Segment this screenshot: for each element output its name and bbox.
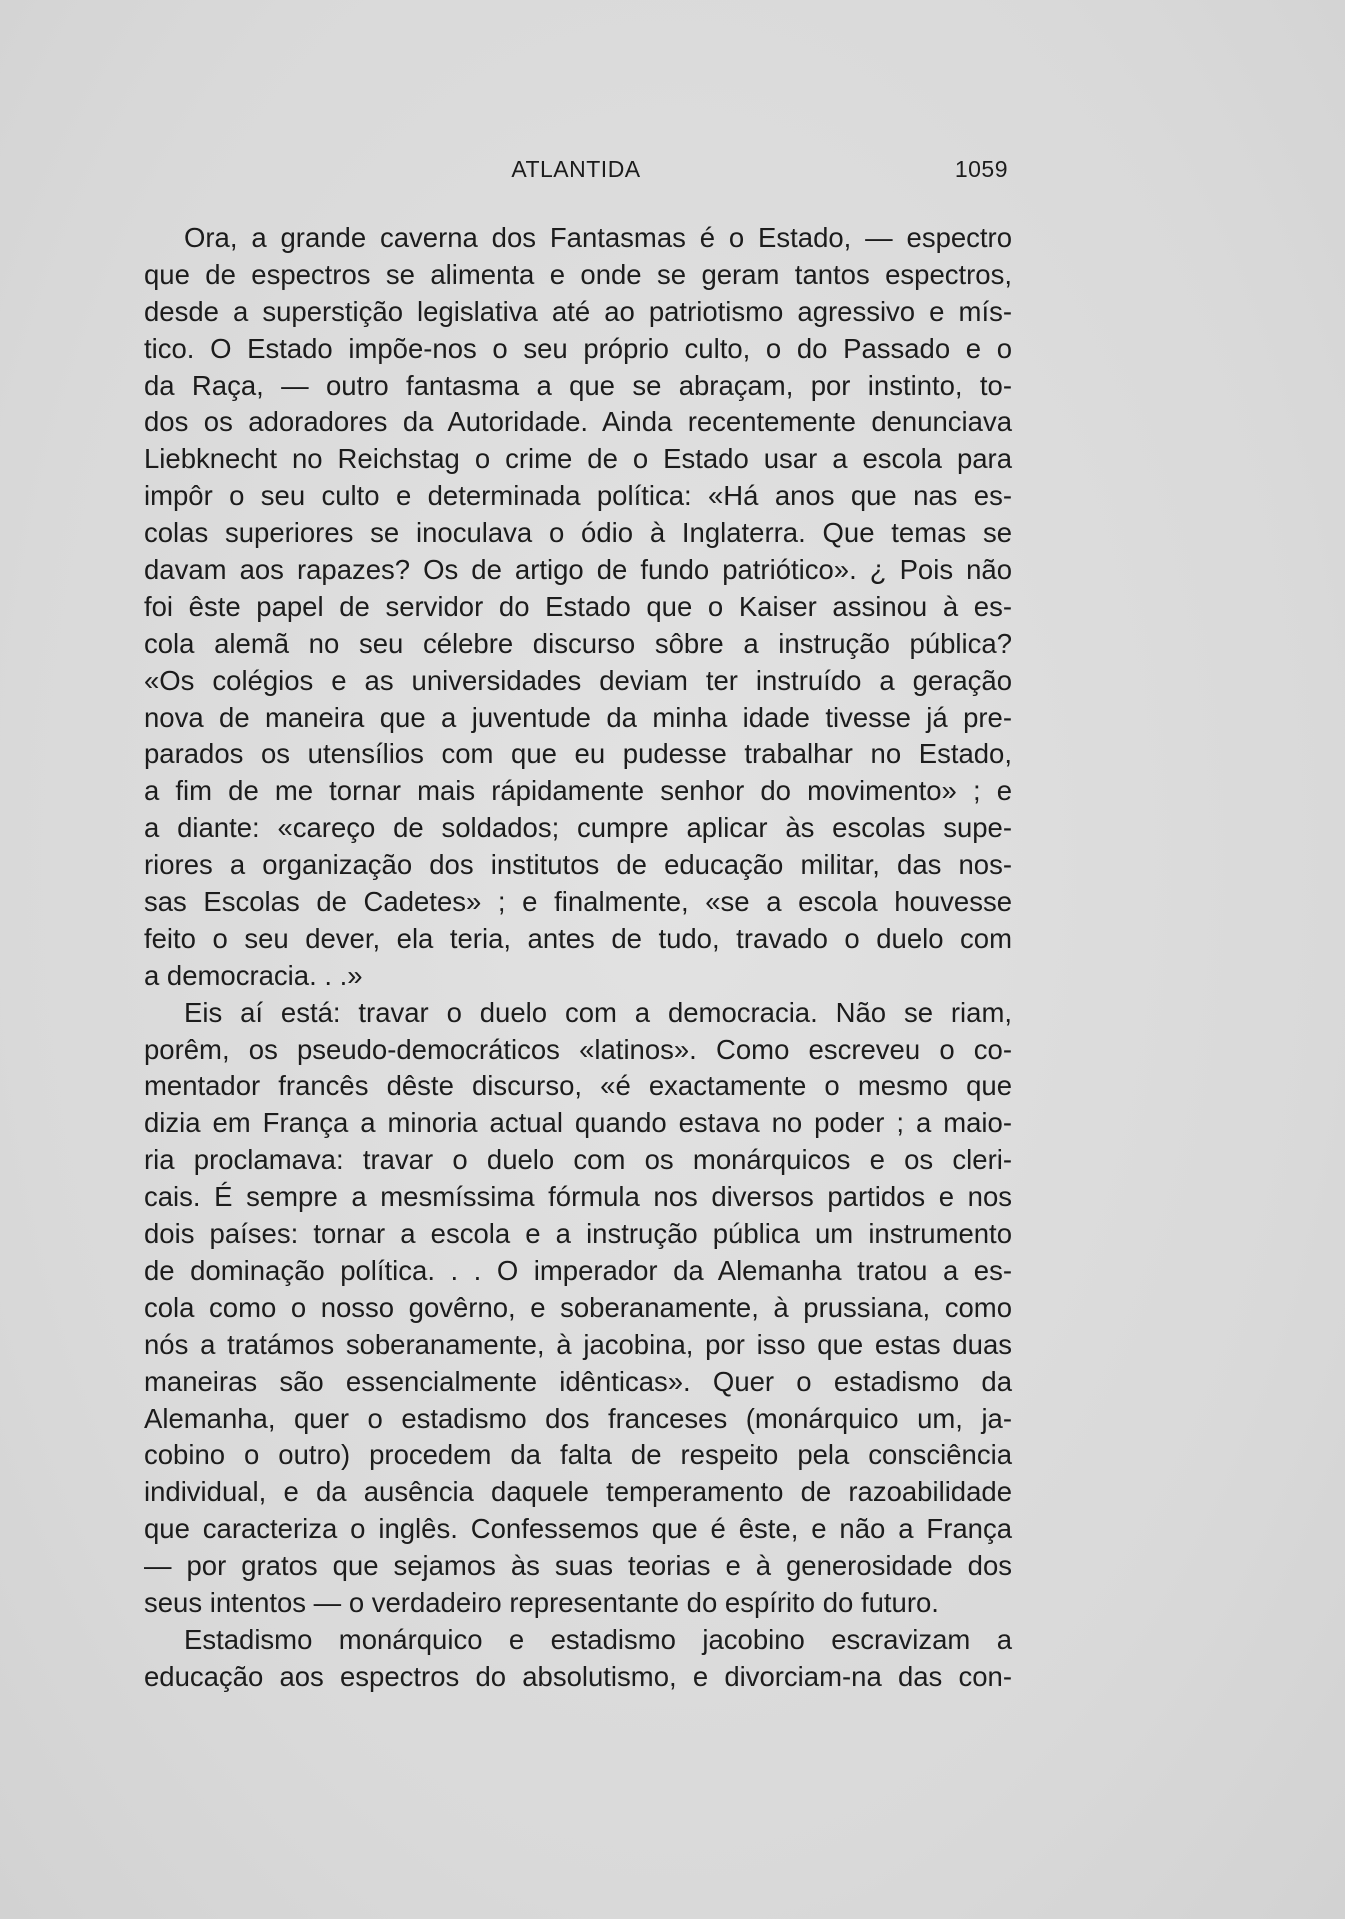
text-line: sas Escolas de Cadetes» ; e finalmente, «se a escola houvesse — [144, 886, 1012, 918]
text-line: parados os utensílios com que eu pudesse trabalhar no Estado, — [144, 738, 1012, 770]
text-line: da Raça, — outro fantasma a que se abraçam, por instinto, to- — [144, 369, 1012, 401]
text-line: Estadismo monárquico e estadismo jacobino escravizam a — [184, 1623, 1012, 1655]
text-line: foi êste papel de servidor do Estado que o Kaiser assinou à es- — [144, 590, 1012, 622]
text-line: Alemanha, quer o estadismo dos franceses (monárquico um, ja- — [144, 1402, 1012, 1434]
text-line: Liebknecht no Reichstag o crime de o Estado usar a escola para — [144, 443, 1012, 475]
text-line: porêm, os pseudo-democráticos «latinos». Como escreveu o co- — [144, 1033, 1012, 1065]
text-line: mentador francês dêste discurso, «é exactamente o mesmo que — [144, 1070, 1012, 1102]
text-line: Eis aí está: travar o duelo com a democracia. Não se riam, — [184, 996, 1012, 1028]
text-line: riores a organização dos institutos de educação militar, das nos- — [144, 849, 1012, 881]
text-line: dois países: tornar a escola e a instrução pública um instrumento — [144, 1218, 1012, 1250]
text-line: dos os adoradores da Autoridade. Ainda recentemente denunciava — [144, 406, 1012, 438]
text-line: tico. O Estado impõe-nos o seu próprio culto, o do Passado e o — [144, 332, 1012, 364]
text-line: colas superiores se inoculava o ódio à Inglaterra. Que temas se — [144, 517, 1012, 549]
text-line: dizia em França a minoria actual quando estava no poder ; a maio- — [144, 1107, 1012, 1139]
text-line: cais. É sempre a mesmíssima fórmula nos diversos partidos e nos — [144, 1181, 1012, 1213]
text-line: cola alemã no seu célebre discurso sôbre a instrução pública? — [144, 627, 1012, 659]
text-line: educação aos espectros do absolutismo, e divorciam-na das con- — [144, 1660, 1012, 1692]
text-line: nova de maneira que a juventude da minha idade tivesse já pre- — [144, 701, 1012, 733]
text-line: de dominação política. . . O imperador da Alemanha tratou a es- — [144, 1254, 1012, 1286]
text-line: que de espectros se alimenta e onde se geram tantos espectros, — [144, 258, 1012, 290]
text-line: individual, e da ausência daquele temperamento de razoabilidade — [144, 1476, 1012, 1508]
text-line: maneiras são essencialmente idênticas». Quer o estadismo da — [144, 1365, 1012, 1397]
text-line: davam aos rapazes? Os de artigo de fundo patriótico». ¿ Pois não — [144, 554, 1012, 586]
text-line: impôr o seu culto e determinada política: «Há anos que nas es- — [144, 480, 1012, 512]
text-line: que caracteriza o inglês. Confessemos que é êste, e não a França — [144, 1513, 1012, 1545]
text-line: cola como o nosso govêrno, e soberanamente, à prussiana, como — [144, 1291, 1012, 1323]
text-line: a fim de me tornar mais rápidamente senhor do movimento» ; e — [144, 775, 1012, 807]
text-line: «Os colégios e as universidades deviam ter instruído a geração — [144, 664, 1012, 696]
text-line: — por gratos que sejamos às suas teorias e à generosidade dos — [144, 1550, 1012, 1582]
text-line: seus intentos — o verdadeiro representante do espírito do futuro. — [144, 1586, 939, 1618]
text-line: a democracia. . .» — [144, 959, 363, 991]
body-text — [144, 220, 1012, 1696]
text-line: nós a tratámos soberanamente, à jacobina, por isso que estas duas — [144, 1328, 1012, 1360]
text-line: ria proclamava: travar o duelo com os monárquicos e os cleri- — [144, 1144, 1012, 1176]
running-head — [144, 152, 1008, 192]
page-number: 1059 — [954, 156, 1008, 182]
text-line: a diante: «careço de soldados; cumpre aplicar às escolas supe- — [144, 812, 1012, 844]
text-line: feito o seu dever, ela teria, antes de tudo, travado o duelo com — [144, 922, 1012, 954]
running-title: ATLANTIDA — [511, 156, 641, 182]
text-line: cobino o outro) procedem da falta de respeito pela consciência — [144, 1439, 1012, 1471]
text-line: Ora, a grande caverna dos Fantasmas é o Estado, — espectro — [184, 222, 1012, 253]
text-line: desde a superstição legislativa até ao patriotismo agressivo e mís- — [144, 295, 1012, 327]
